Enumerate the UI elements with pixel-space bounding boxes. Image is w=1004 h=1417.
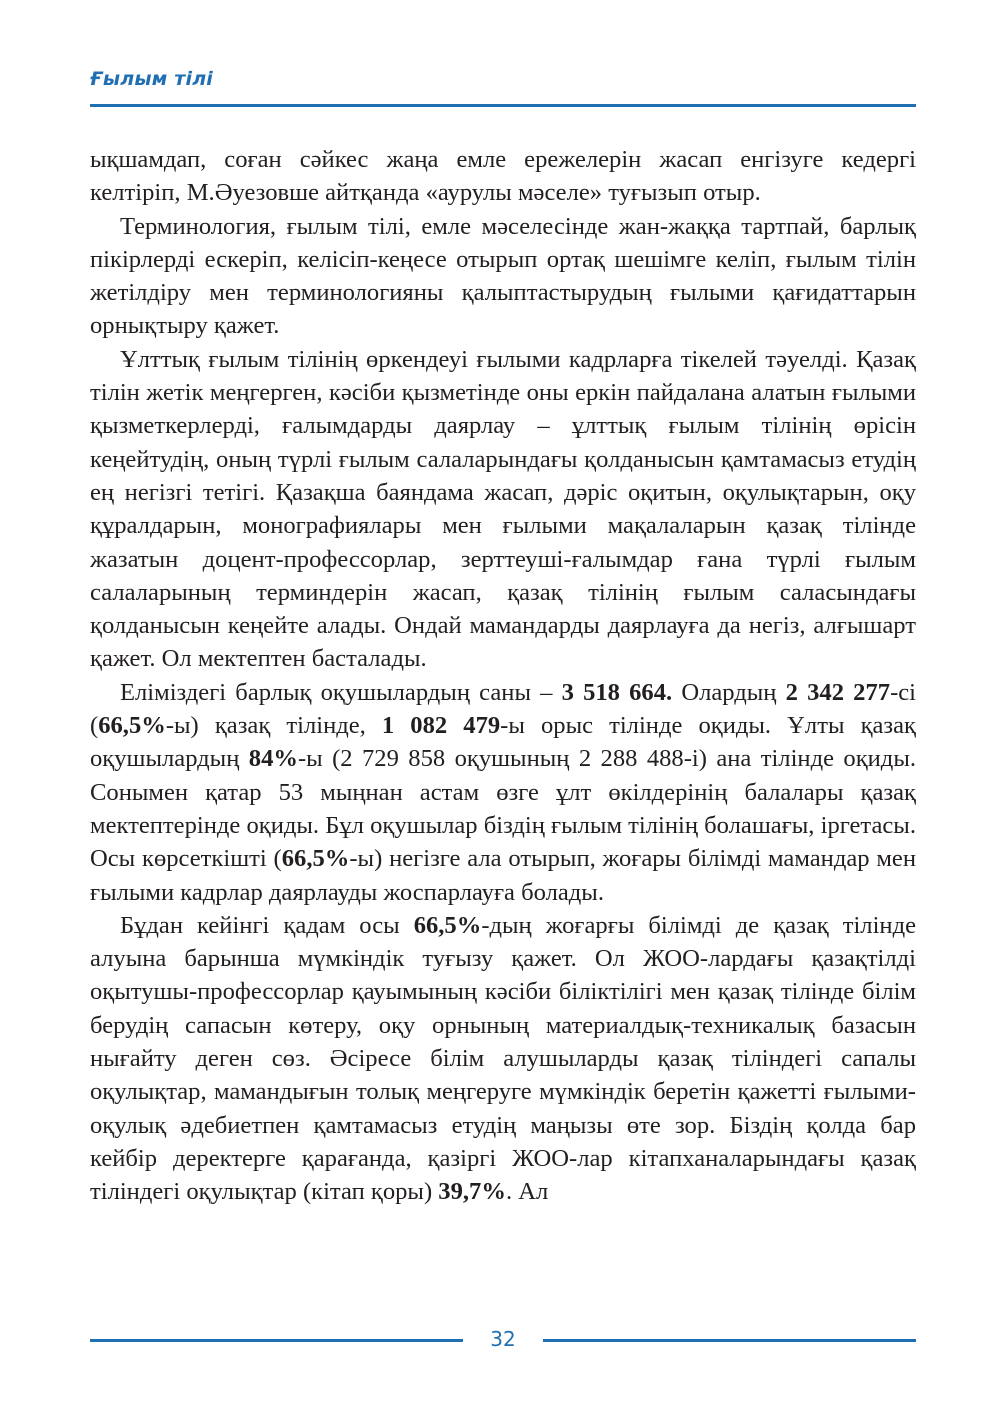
text-run: Ұлттық ғылым тілінің өркендеуі ғылыми кадрларға тікелей тәуелді. Қазақ тілін жетік меңгерген, кәсіби қызметінде оны еркін пайдалана алатын ғылыми қызметкерлерді, ғалымдарды даярлау – ұлттық ғылым тілінің өрісін кеңейтудің, оның түрлі ғылым салаларындағы қолданысын қамтамасыз етудің ең негізгі тетігі. Қазақша баяндама жасап, дәріс оқитын, оқулықтарын, оқу құралдарын, монографиялары мен ғылыми мақалаларын қазақ тілінде жазатын доцент-профессорлар, зерттеуші-ғалымдар ғана түрлі ғылым салаларының терминдерін жасап, қазақ тілінің ғылым саласындағы қолданысын кеңейте алады. Ондай мамандарды даярлауға да негіз, алғышарт қажет. Ол мектептен басталады. <box>90 345 916 673</box>
bold-figure: 66,5% <box>413 911 482 939</box>
text-run: Терминология, ғылым тілі, емле мәселесінде жан-жаққа тартпай, барлық пікірлерді ескеріп, келісіп-кеңесе отырып ортақ шешімге келіп, ғылым тілін жетілдіру мен терминологияны қалыптастырудың ғылыми қағидаттарын орнықтыру қажет. <box>90 212 916 340</box>
bold-figure: 2 342 277 <box>785 678 891 706</box>
paragraph <box>90 143 916 210</box>
paragraph <box>90 210 916 343</box>
bold-figure: 66,5% <box>98 712 166 740</box>
text-run: ықшамдап, соған сәйкес жаңа емле ережелерін жасап енгізуге кедергі келтіріп, М.Әуезовше айтқанда «аурулы мәселе» туғызып отыр. <box>90 146 916 207</box>
text-run: Еліміздегі барлық оқушылардың саны – <box>120 678 562 706</box>
text-run: Бұдан кейінгі қадам осы <box>120 911 414 939</box>
running-title: Ғылым тілі <box>90 68 214 90</box>
header-rule <box>90 104 916 107</box>
bold-figure: 84% <box>248 745 298 773</box>
page-number: 32 <box>490 1327 516 1351</box>
bold-figure: 66,5% <box>281 845 350 873</box>
text-run: Олардың <box>672 678 786 706</box>
paragraph <box>90 909 916 1209</box>
text-run: -ы) негізге ала отырып, жоғары білімді мамандар мен ғылыми кадрлар даярлауды жоспарлауға болады. <box>90 845 916 906</box>
text-run: -ы) қазақ тілінде, <box>165 712 382 740</box>
paragraph <box>90 343 916 676</box>
text-run: . Ал <box>505 1178 549 1206</box>
text-run: -сі ( <box>90 678 917 740</box>
footer-rule-left <box>90 1339 463 1342</box>
body-text <box>90 143 916 1209</box>
text-run: -ы (2 729 858 оқушының 2 288 488-і) ана тілінде оқиды. Сонымен қатар 53 мыңнан астам өзге ұлт өкілдерінің балалары қазақ мектептерінде оқиды. Бұл оқушылар біздің ғылым тілінің болашағы, іргетасы. Осы көрсеткішті ( <box>90 745 916 873</box>
bold-figure: 1 082 479 <box>381 712 501 740</box>
text-run: -ы орыс тілінде оқиды. Ұлты қазақ оқушылардың <box>90 712 917 773</box>
bold-figure: 3 518 664. <box>561 678 673 706</box>
text-run: -дың жоғарғы білімді де қазақ тілінде алуына барынша мүмкіндік туғызу қажет. Ол ЖОО-лардағы қазақтілді оқытушы-профессорлар қауымының кәсіби біліктілігі мен қазақ тілінде білім берудің сапасын көтеру, оқу орнының материалдық-техникалық базасын нығайту деген сөз. Әсіресе білім алушыларды қазақ тіліндегі сапалы оқулықтар, мамандығын толық меңгеруге мүмкіндік беретін қажетті ғылыми-оқулық әдебиетпен қамтамасыз етудің маңызы өте зор. Біздің қолда бар кейбір деректерге қарағанда, қазіргі ЖОО-лар кітапханаларындағы қазақ тіліндегі оқулықтар (кітап қоры) <box>90 911 916 1206</box>
bold-figure: 39,7% <box>438 1178 506 1206</box>
footer-rule-right <box>543 1339 916 1342</box>
paragraph <box>90 676 916 909</box>
